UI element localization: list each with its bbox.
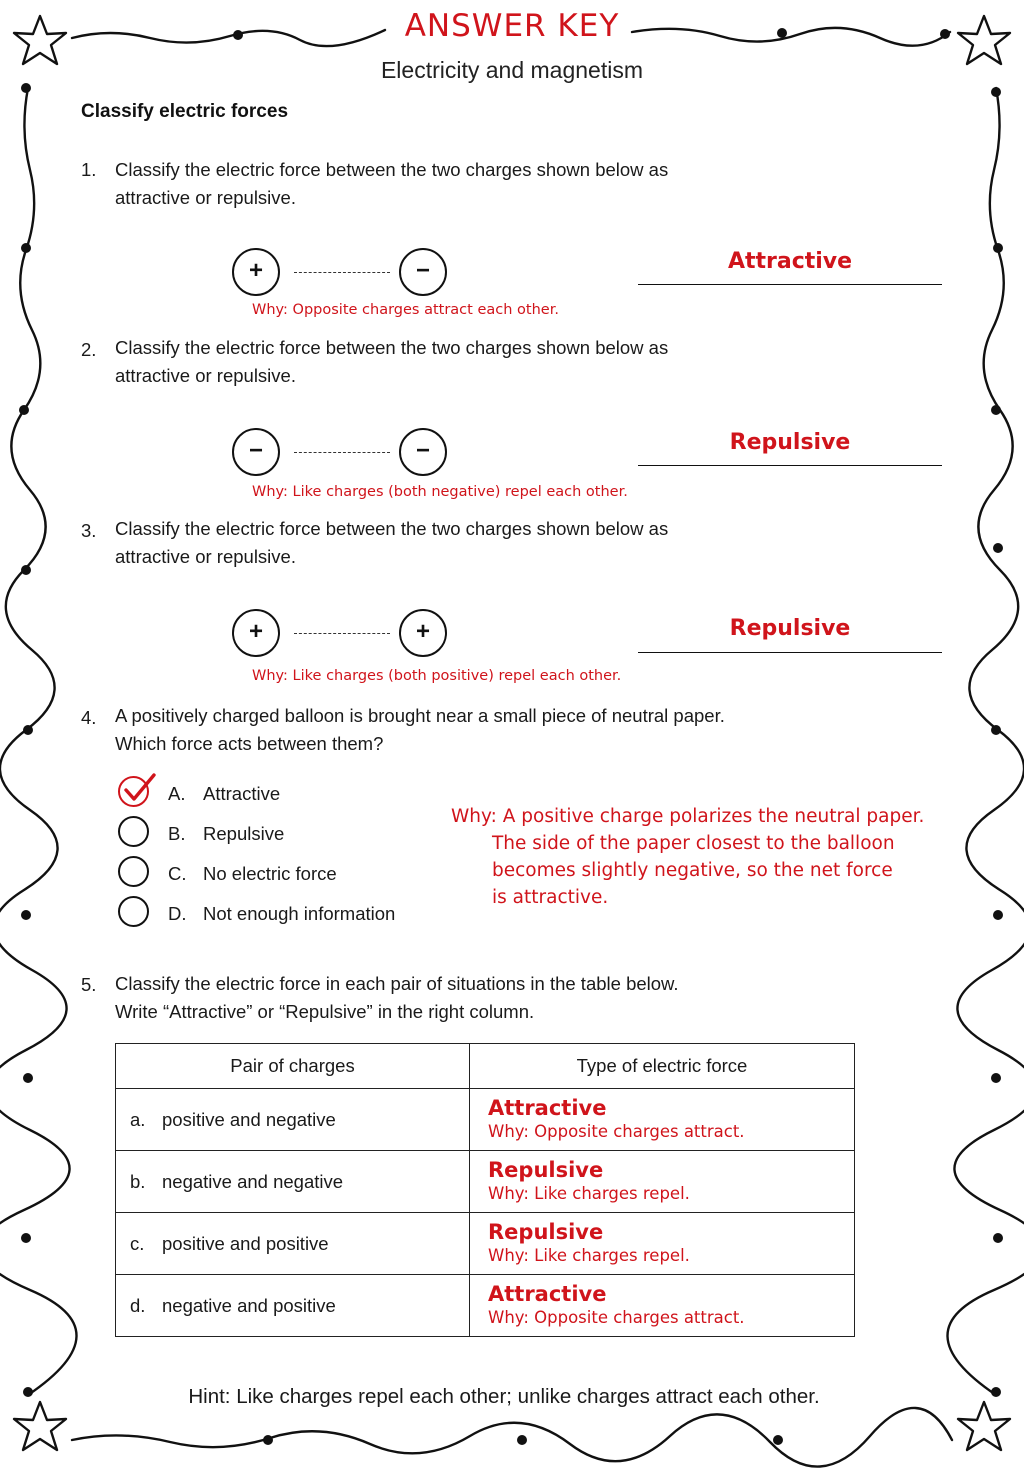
charge-right: −	[399, 248, 447, 296]
hint-text: Hint: Like charges repel each other; unlike charges attract each other.	[188, 1385, 820, 1408]
question-1-why: Why: Opposite charges attract each other.	[252, 302, 559, 318]
option-b-radio[interactable]	[118, 816, 149, 847]
question-1-text: Classify the electric force between the two charges shown below as attractive or repulsive.	[115, 159, 669, 208]
question-2-answer: Repulsive	[729, 430, 851, 455]
question-1-answer: Attractive	[727, 249, 853, 274]
option-c-letter: C.	[168, 863, 187, 884]
option-a-letter: A.	[168, 783, 186, 804]
force-cell: Repulsive Why: Like charges repel.	[470, 1151, 855, 1213]
classification-table	[115, 1043, 855, 1337]
option-c-label: No electric force	[203, 863, 337, 884]
answer-line	[638, 465, 942, 466]
force-cell: Attractive Why: Opposite charges attract.	[470, 1089, 855, 1151]
question-3-answer: Repulsive	[729, 616, 851, 641]
answer-key-title: ANSWER KEY	[404, 8, 620, 44]
question-2-text: Classify the electric force between the two charges shown below as attractive or repulsive.	[115, 337, 669, 386]
option-b-letter: B.	[168, 823, 186, 844]
pair-cell: c. positive and positive	[116, 1213, 470, 1275]
column-header-pair: Pair of charges	[116, 1044, 470, 1089]
answer-line	[638, 652, 942, 653]
table-row	[116, 1275, 855, 1337]
option-d-radio[interactable]	[118, 896, 149, 927]
question-4-number: 4.	[81, 707, 97, 728]
pair-cell: b. negative and negative	[116, 1151, 470, 1213]
charge-right: −	[399, 428, 447, 476]
question-3-number: 3.	[81, 520, 97, 541]
pair-cell: a. positive and negative	[116, 1089, 470, 1151]
option-a-label: Attractive	[203, 783, 281, 804]
table-row	[116, 1089, 855, 1151]
star-icon	[958, 1402, 1010, 1450]
table-row	[116, 1151, 855, 1213]
option-d-letter: D.	[168, 903, 187, 924]
force-dashed-line	[294, 633, 390, 634]
star-icon	[14, 1402, 66, 1450]
charge-left: +	[232, 609, 280, 657]
option-d-label: Not enough information	[203, 903, 396, 924]
page-subtitle: Electricity and magnetism	[380, 57, 644, 83]
table-row	[116, 1213, 855, 1275]
force-dashed-line	[294, 452, 390, 453]
force-dashed-line	[294, 272, 390, 273]
table-header-row	[116, 1044, 855, 1089]
question-3-why: Why: Like charges (both positive) repel each other.	[252, 668, 622, 684]
option-b-label: Repulsive	[203, 823, 285, 844]
question-4-text: A positively charged balloon is brought near a small piece of neutral paper. Which force acts between them?	[115, 705, 725, 754]
checkmark-icon	[122, 772, 158, 806]
section-heading: Classify electric forces	[81, 101, 289, 122]
answer-line	[638, 284, 942, 285]
force-cell: Repulsive Why: Like charges repel.	[470, 1213, 855, 1275]
charge-left: +	[232, 248, 280, 296]
question-5-number: 5.	[81, 974, 97, 995]
pair-cell: d. negative and positive	[116, 1275, 470, 1337]
charge-right: +	[399, 609, 447, 657]
question-5-text: Classify the electric force in each pair of situations in the table below. Write “Attractive” or “Repulsive” in the right column.	[115, 973, 679, 1022]
force-cell: Attractive Why: Opposite charges attract.	[470, 1275, 855, 1337]
question-1-number: 1.	[81, 159, 97, 180]
question-3-text: Classify the electric force between the two charges shown below as attractive or repulsive.	[115, 518, 669, 567]
question-4-explanation: Why: A positive charge polarizes the neutral paper. The side of the paper closest to the balloon becomes slightly negative, so the net force is attractive.	[451, 806, 925, 908]
question-2-number: 2.	[81, 339, 97, 360]
question-2-why: Why: Like charges (both negative) repel each other.	[252, 484, 628, 500]
option-c-radio[interactable]	[118, 856, 149, 887]
column-header-force: Type of electric force	[470, 1044, 855, 1089]
charge-left: −	[232, 428, 280, 476]
